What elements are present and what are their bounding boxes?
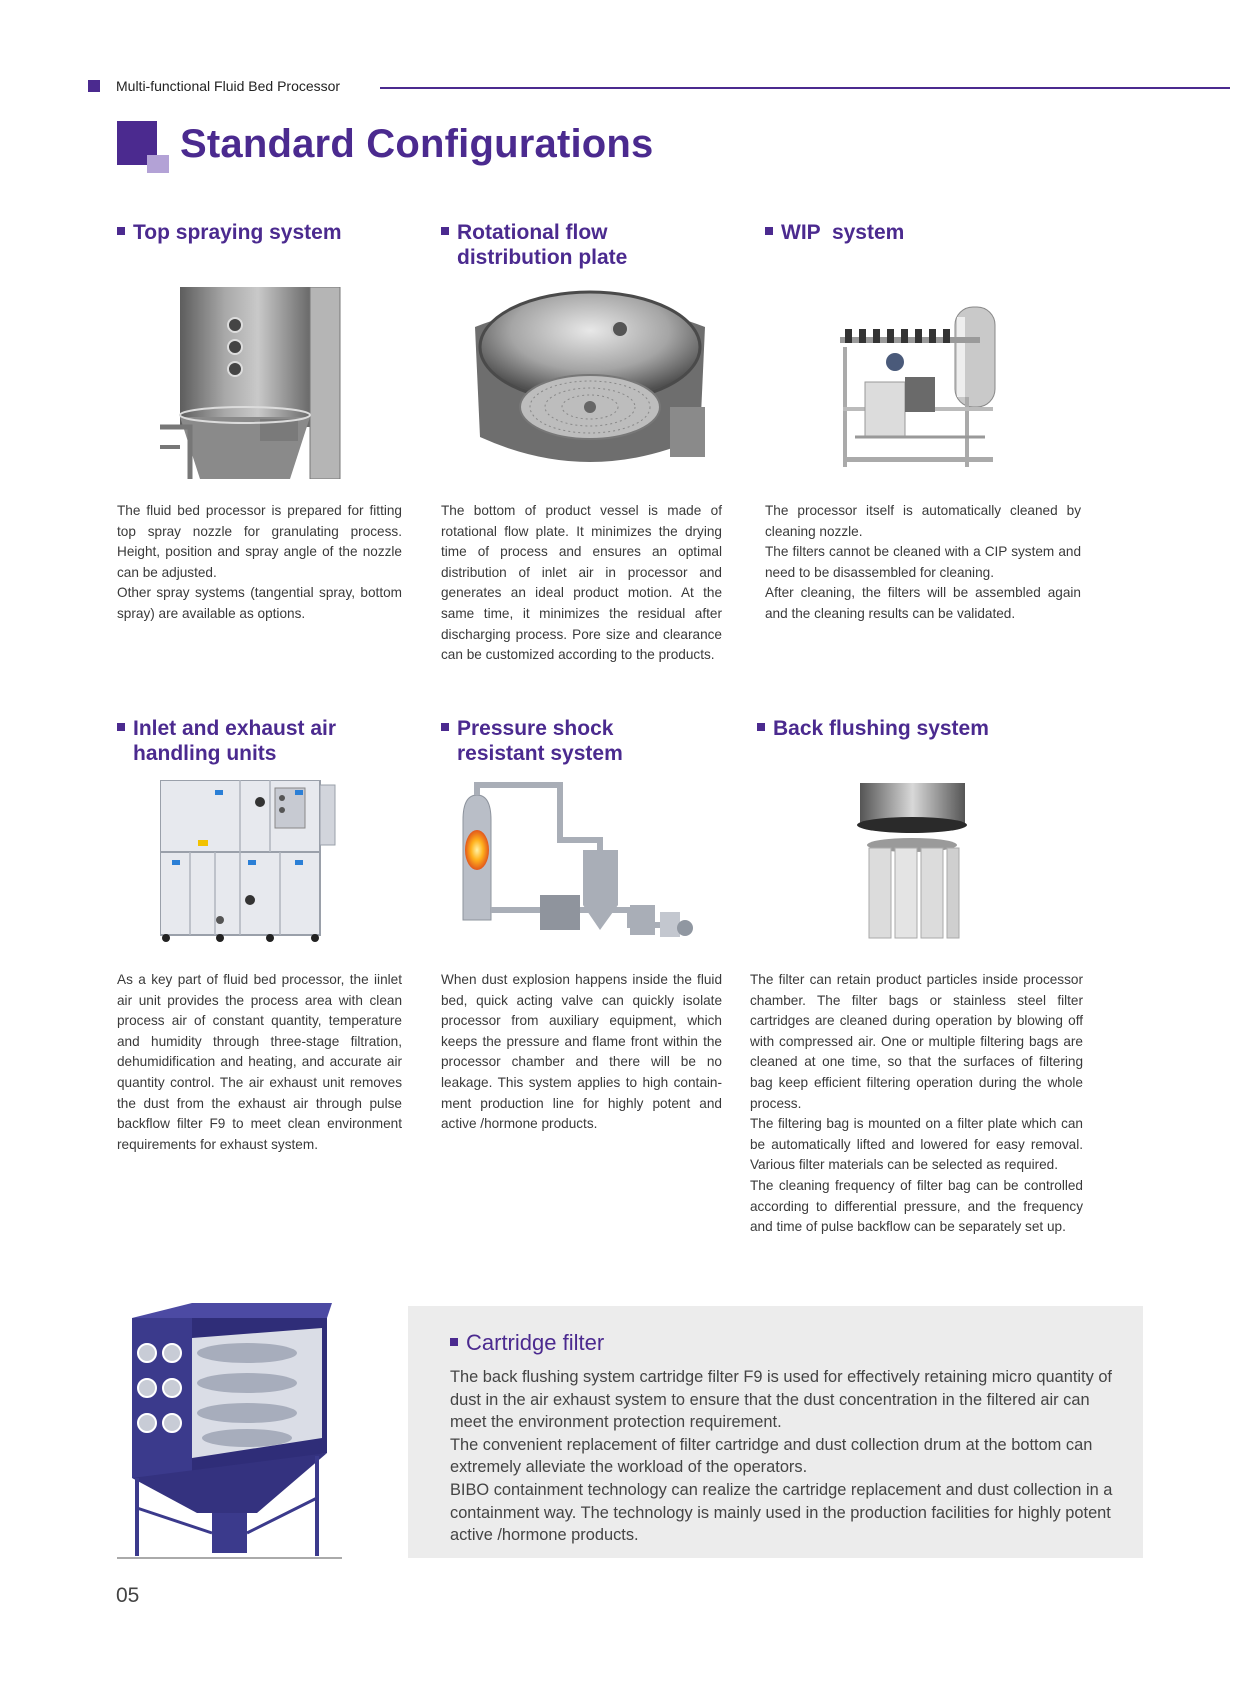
bullet-square-icon xyxy=(765,227,773,235)
bullet-square-icon xyxy=(117,723,125,731)
bullet-square-icon xyxy=(441,227,449,235)
section-text-top-spraying: The fluid bed processor is prepared for fitting top spray nozzle for granulating process. Height, position and spray angle of the nozzle can be adjusted. Other spray systems (tangential spray, bottom spray) are available as options. xyxy=(117,503,402,621)
page-number: 05 xyxy=(116,1584,140,1607)
distribution-plate-image xyxy=(470,287,710,479)
pressure-shock-image xyxy=(455,780,705,943)
bullet-square-icon xyxy=(757,723,765,731)
section-text-pressure-shock: When dust explosion happens inside the fluid bed, quick acting valve can quickly isolate processor from auxiliary equipment, which keeps the pressure and flame front within the processor chamber and there will be no leakage. This system applies to high contain-ment production line for highly potent and active /hormone products. xyxy=(441,972,722,1132)
cartridge-filter-image xyxy=(117,1298,342,1560)
section-heading-back-flushing: Back flushing system xyxy=(757,716,1077,741)
page-title: Standard Configurations xyxy=(180,122,654,166)
header-rule xyxy=(380,87,1230,89)
header-square-icon xyxy=(88,80,100,92)
section-heading-inlet-exhaust: Inlet and exhaust air handling units xyxy=(117,716,417,766)
wip-system-image xyxy=(835,287,1000,479)
cartridge-filter-text: The back flushing system cartridge filter F9 is used for effectively retaining micro quantity of dust in the air exhaust system to ensure that the dust concentration in the filtered air can meet the environment protection requirement. The convenient replacement of filter cartridge and dust collection drum at the bottom can extremely alleviate the workload of the operators. BIBO containment technology can realize the cartridge replacement and dust collection in a containment way. The technology is mainly used in the production facilities for highly potent active /hormone products. xyxy=(450,1368,1113,1545)
section-heading-top-spraying: Top spraying system xyxy=(117,220,417,245)
section-text-wip-system: The processor itself is automatically cleaned by cleaning nozzle. The filters cannot be cleaned with a CIP system and need to be disassembled for cleaning. After cleaning, the filters will be assembled again and the cleaning results can be validated. xyxy=(765,503,1081,621)
bullet-square-icon xyxy=(117,227,125,235)
top-spraying-image xyxy=(160,287,350,479)
section-text-back-flushing: The filter can retain product particles inside processor chamber. The filter bags or stainless steel filter cartridges are cleaned during operation by blowing off with compressed air. One or multiple filtering bags are cleaned at one time, so that the surfaces of filtering bag keep efficient filtering operation during the whole process. The filtering bag is mounted on a filter plate which can be automatically lifted and lowered for easy removal. Various filter materials can be selected as required. The cleaning frequency of filter bag can be controlled according to differential pressure, and the frequency and time of pulse backflow can be separately set up. xyxy=(750,972,1083,1235)
section-text-inlet-exhaust: As a key part of fluid bed processor, the iinlet air unit provides the process area with clean process air of constant quantity, temperature and humidity through three-stage filtration, dehumidification and heating, and accurate air quantity control. The air exhaust unit removes the dust from the exhaust air through pulse backflow filter F9 to meet clean environment requirements for exhaust system. xyxy=(117,972,402,1152)
section-heading-rotational-flow: Rotational flow distribution plate xyxy=(441,220,741,270)
title-square-icon xyxy=(117,121,169,173)
bullet-square-icon xyxy=(441,723,449,731)
section-text-rotational-flow: The bottom of product vessel is made of rotational flow plate. It minimizes the drying time of process and ensures an optimal distribution of inlet air in processor and generates an ideal product motion. At the same time, it minimizes the residual after discharging process. Pore size and clearance can be customized according to the products. xyxy=(441,503,722,663)
section-heading-wip-system: WIP system xyxy=(765,220,1065,245)
section-heading-pressure-shock: Pressure shock resistant system xyxy=(441,716,741,766)
running-header-title: Multi-functional Fluid Bed Processor xyxy=(116,78,341,94)
air-handling-unit-image xyxy=(160,780,340,943)
cartridge-filter-heading: Cartridge filter xyxy=(450,1330,604,1356)
bullet-square-icon xyxy=(450,1338,458,1346)
back-flushing-image xyxy=(855,783,970,943)
